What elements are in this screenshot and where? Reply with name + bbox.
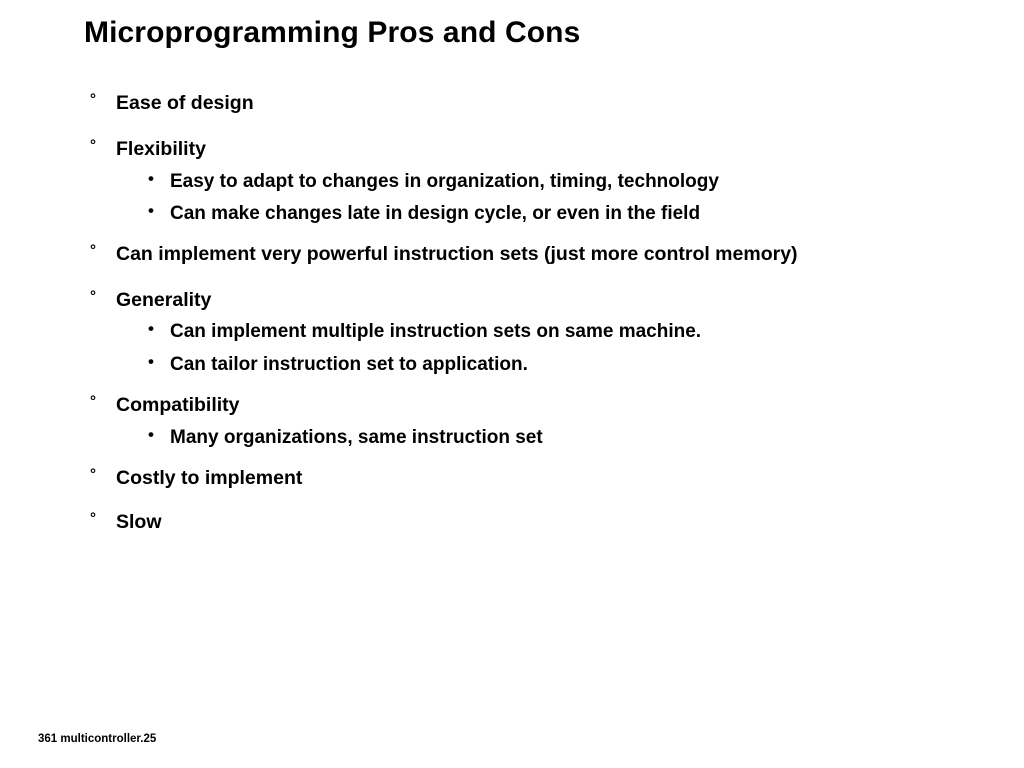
sub-list-item bbox=[116, 202, 944, 225]
bullet-dot-icon: • bbox=[148, 168, 154, 188]
bullet-list bbox=[84, 92, 944, 554]
sub-list-item-label: Many organizations, same instruction set bbox=[170, 426, 543, 448]
sub-list-item bbox=[116, 320, 944, 343]
sub-list-item bbox=[116, 170, 944, 193]
list-item-label: Compatibility bbox=[116, 393, 240, 416]
list-item-label: Ease of design bbox=[116, 92, 254, 114]
list-item bbox=[84, 289, 944, 376]
bullet-circle-icon: ° bbox=[90, 509, 96, 527]
list-item bbox=[84, 467, 944, 491]
list-item-label: Flexibility bbox=[116, 137, 206, 160]
bullet-circle-icon: ° bbox=[90, 392, 96, 410]
bullet-circle-icon: ° bbox=[90, 136, 96, 154]
bullet-dot-icon: • bbox=[148, 319, 154, 339]
bullet-dot-icon: • bbox=[148, 200, 154, 220]
sub-list-item bbox=[116, 426, 944, 449]
bullet-dot-icon: • bbox=[148, 424, 154, 444]
sub-list bbox=[116, 320, 944, 375]
page-title: Microprogramming Pros and Cons bbox=[84, 16, 581, 49]
list-item bbox=[84, 243, 944, 267]
bullet-dot-icon: • bbox=[148, 351, 154, 371]
bullet-circle-icon: ° bbox=[90, 91, 96, 108]
bullet-circle-icon: ° bbox=[90, 465, 96, 483]
list-item-label: Slow bbox=[116, 510, 162, 533]
sub-list-item-label: Can make changes late in design cycle, or even in the field bbox=[170, 202, 701, 224]
list-item bbox=[84, 511, 944, 535]
sub-list-item bbox=[116, 353, 944, 376]
sub-list-item-label: Easy to adapt to changes in organization, timing, technology bbox=[170, 170, 719, 192]
list-item-label: Can implement very powerful instruction sets (just more control memory) bbox=[116, 242, 798, 265]
sub-list bbox=[116, 426, 944, 449]
sub-list bbox=[116, 170, 944, 225]
sub-list-item-label: Can implement multiple instruction sets on same machine. bbox=[170, 321, 702, 343]
slide-footer: 361 multicontroller.25 bbox=[38, 733, 157, 745]
list-item bbox=[84, 138, 944, 225]
bullet-circle-icon: ° bbox=[90, 241, 96, 259]
list-item bbox=[84, 394, 944, 449]
bullet-circle-icon: ° bbox=[90, 287, 96, 305]
sub-list-item-label: Can tailor instruction set to application. bbox=[170, 353, 528, 375]
list-item bbox=[84, 92, 944, 116]
list-item-label: Costly to implement bbox=[116, 466, 303, 489]
list-item-label: Generality bbox=[116, 288, 212, 311]
